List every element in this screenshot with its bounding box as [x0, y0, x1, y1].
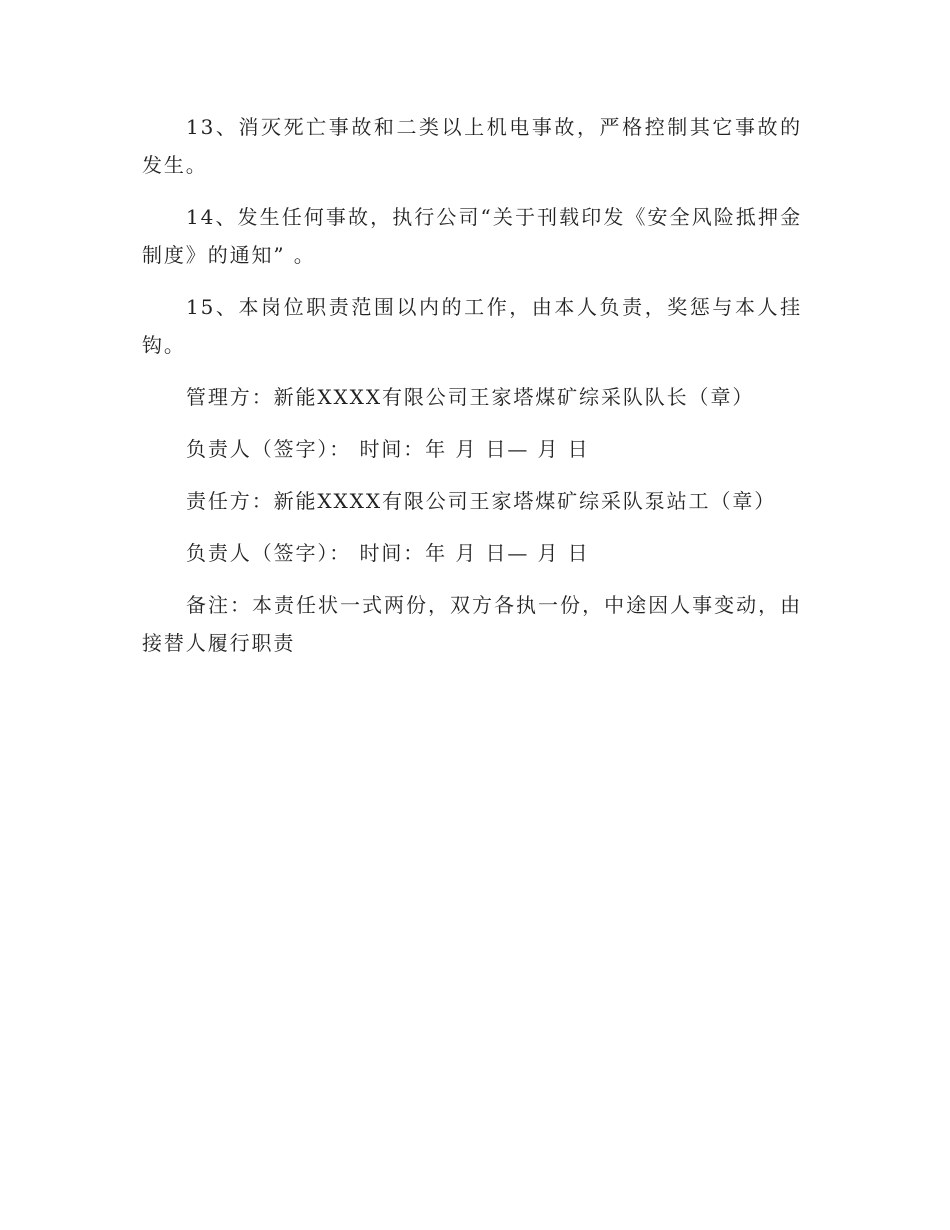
manager-signature-line: 负责人（签字）： 时间：年 月 日— 月 日 [186, 437, 590, 461]
remark-note: 备注：本责任状一式两份，双方各执一份，中途因人事变动，由接替人履行职责 [142, 593, 802, 655]
clause-13: 13、消灭死亡事故和二类以上机电事故，严格控制其它事故的发生。 [142, 115, 802, 177]
manager-party: 管理方：新能XXXX有限公司王家塔煤矿综采队队长（章） [186, 385, 755, 409]
document-body [142, 108, 802, 676]
responsible-party: 责任方：新能XXXX有限公司王家塔煤矿综采队泵站工（章） [186, 489, 777, 513]
clause-14: 14、发生任何事故，执行公司“关于刊载印发《安全风险抵押金制度》的通知” 。 [142, 205, 802, 267]
responsible-signature-line: 负责人（签字）： 时间：年 月 日— 月 日 [186, 541, 590, 565]
clause-15: 15、本岗位职责范围以内的工作，由本人负责，奖惩与本人挂钩。 [142, 295, 802, 357]
